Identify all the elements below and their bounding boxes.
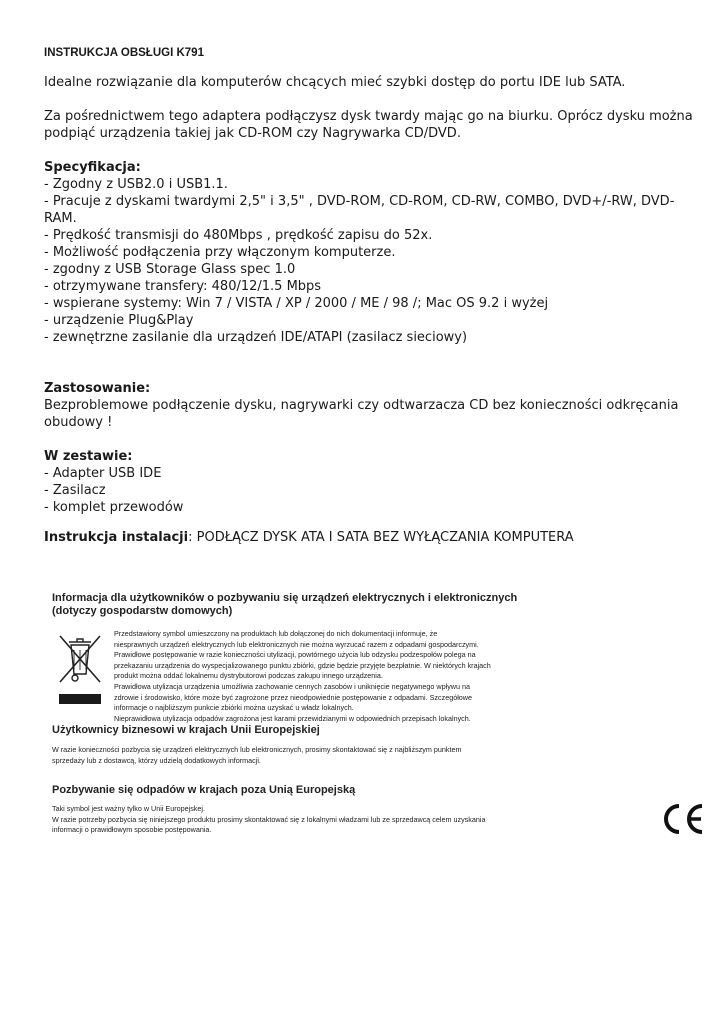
kit-list (44, 465, 183, 516)
intro-line-2: Za pośrednictwem tego adaptera podłączysz dysk twardy mając go na biurku. Oprócz dysku można (44, 109, 693, 124)
spec-item: - zewnętrzne zasilanie dla urządzeń IDE/ATAPI (zasilacz sieciowy) (44, 330, 468, 345)
spec-heading: Specyfikacja: (44, 160, 141, 175)
spec-item: - Możliwość podłączenia przy włączonym komputerze. (44, 245, 396, 260)
kit-item: - komplet przewodów (44, 500, 184, 515)
spec-item: - urządzenie Plug&Play (44, 313, 194, 328)
disposal-heading-line-2: (dotyczy gospodarstw domowych) (52, 605, 233, 617)
ce-mark-icon (660, 802, 706, 836)
kit-item: - Zasilacz (44, 483, 106, 498)
kit-heading: W zestawie: (44, 449, 133, 464)
install-label: Instrukcja instalacji (44, 530, 189, 545)
usage-heading: Zastosowanie: (44, 381, 151, 396)
spec-item: - otrzymywane transfery: 480/12/1.5 Mbps (44, 279, 322, 294)
spec-item: - wspierane systemy: Win 7 / VISTA / XP / 2000 / ME / 98 /; Mac OS 9.2 i wyżej (44, 296, 549, 311)
spec-item: - zgodny z USB Storage Glass spec 1.0 (44, 262, 296, 277)
usage-line-1: Bezproblemowe podłączenie dysku, nagrywarki czy odtwarzacza CD bez konieczności odkręcania (44, 398, 679, 413)
spec-item: - Pracuje z dyskami twardymi 2,5" i 3,5" , DVD-ROM, CD-ROM, CD-RW, COMBO, DVD+/-RW, DVD- (44, 194, 675, 209)
outside-eu-text: Taki symbol jest ważny tylko w Unii Europejskej. W razie potrzeby pozbycia się niniejszego produktu prosimy skontaktować się z lokalnymi władzami lub ze sprzedawcą celem uzyskania informacji o prawidłowym sposobie postępowania. (52, 804, 486, 835)
disposal-paragraph: Przedstawiony symbol umieszczony na produktach lub dołączonej do nich dokumentacji informuje, że niesprawnych urządzeń elektrycznych lub elektronicznych nie można wyrzucać razem z odpadami gospodarczymi. Prawidłowe postępowanie w razie konieczności utylizacji, powtórnego użycia lub odzysku podzespołów polega na przekazaniu urządzenia do wyspecjalizowanego punktu zbiórki, gdzie będzie przyjęte bezpłatnie. W niektórych krajach produkt można oddać lokalnemu dystrybutorowi podczas zakupu innego urządzenia. Prawidłowa utylizacja urządzenia umożliwia zachowanie cennych zasobów i uniknięcie negatywnego wpływu na zdrowie i środowisko, które może być zagrożone przez nieodpowiednie postępowanie z odpadami. Szczegółowe informacje o najbliższym punkcie zbiórki można uzyskać u władz lokalnych. Nieprawidłowa utylizacja odpadów zagrożona jest karami przewidzianymi w odpowiednich przepisach lokalnych. (114, 629, 491, 723)
install-text: : PODŁĄCZ DYSK ATA I SATA BEZ WYŁĄCZANIA KOMPUTERA (188, 530, 574, 545)
business-users-text: W razie konieczności pozbycia się urządzeń elektrycznych lub elektronicznych, prosimy skontaktować się z najbliższym punktem sprzedaży lub z dostawcą, którzy udzielą dodatkowych informacji. (52, 745, 462, 765)
spec-item: - Zgodny z USB2.0 i USB1.1. (44, 177, 228, 192)
disposal-heading-line-1: Informacja dla użytkowników o pozbywaniu się urządzeń elektrycznych i elektronicznych (52, 592, 518, 604)
document-title: INSTRUKCJA OBSŁUGI K791 (44, 47, 204, 59)
spec-item: - Prędkość transmisji do 480Mbps , prędkość zapisu do 52x. (44, 228, 433, 243)
outside-eu-heading: Pozbywanie się odpadów w krajach poza Unią Europejską (52, 784, 356, 796)
install-instruction (44, 529, 574, 546)
crossed-out-wheelie-bin-icon (56, 632, 104, 706)
spec-list (44, 176, 674, 346)
kit-item: - Adapter USB IDE (44, 466, 162, 481)
intro-line-1: Idealne rozwiązanie dla komputerów chcących mieć szybki dostęp do portu IDE lub SATA. (44, 75, 626, 90)
spec-item: RAM. (44, 211, 77, 226)
intro-line-3: podpiąć urządzenia takiej jak CD-ROM czy Nagrywarka CD/DVD. (44, 126, 461, 141)
business-users-heading: Użytkownicy biznesowi w krajach Unii Europejskiej (52, 724, 320, 736)
usage-line-2: obudowy ! (44, 415, 113, 430)
